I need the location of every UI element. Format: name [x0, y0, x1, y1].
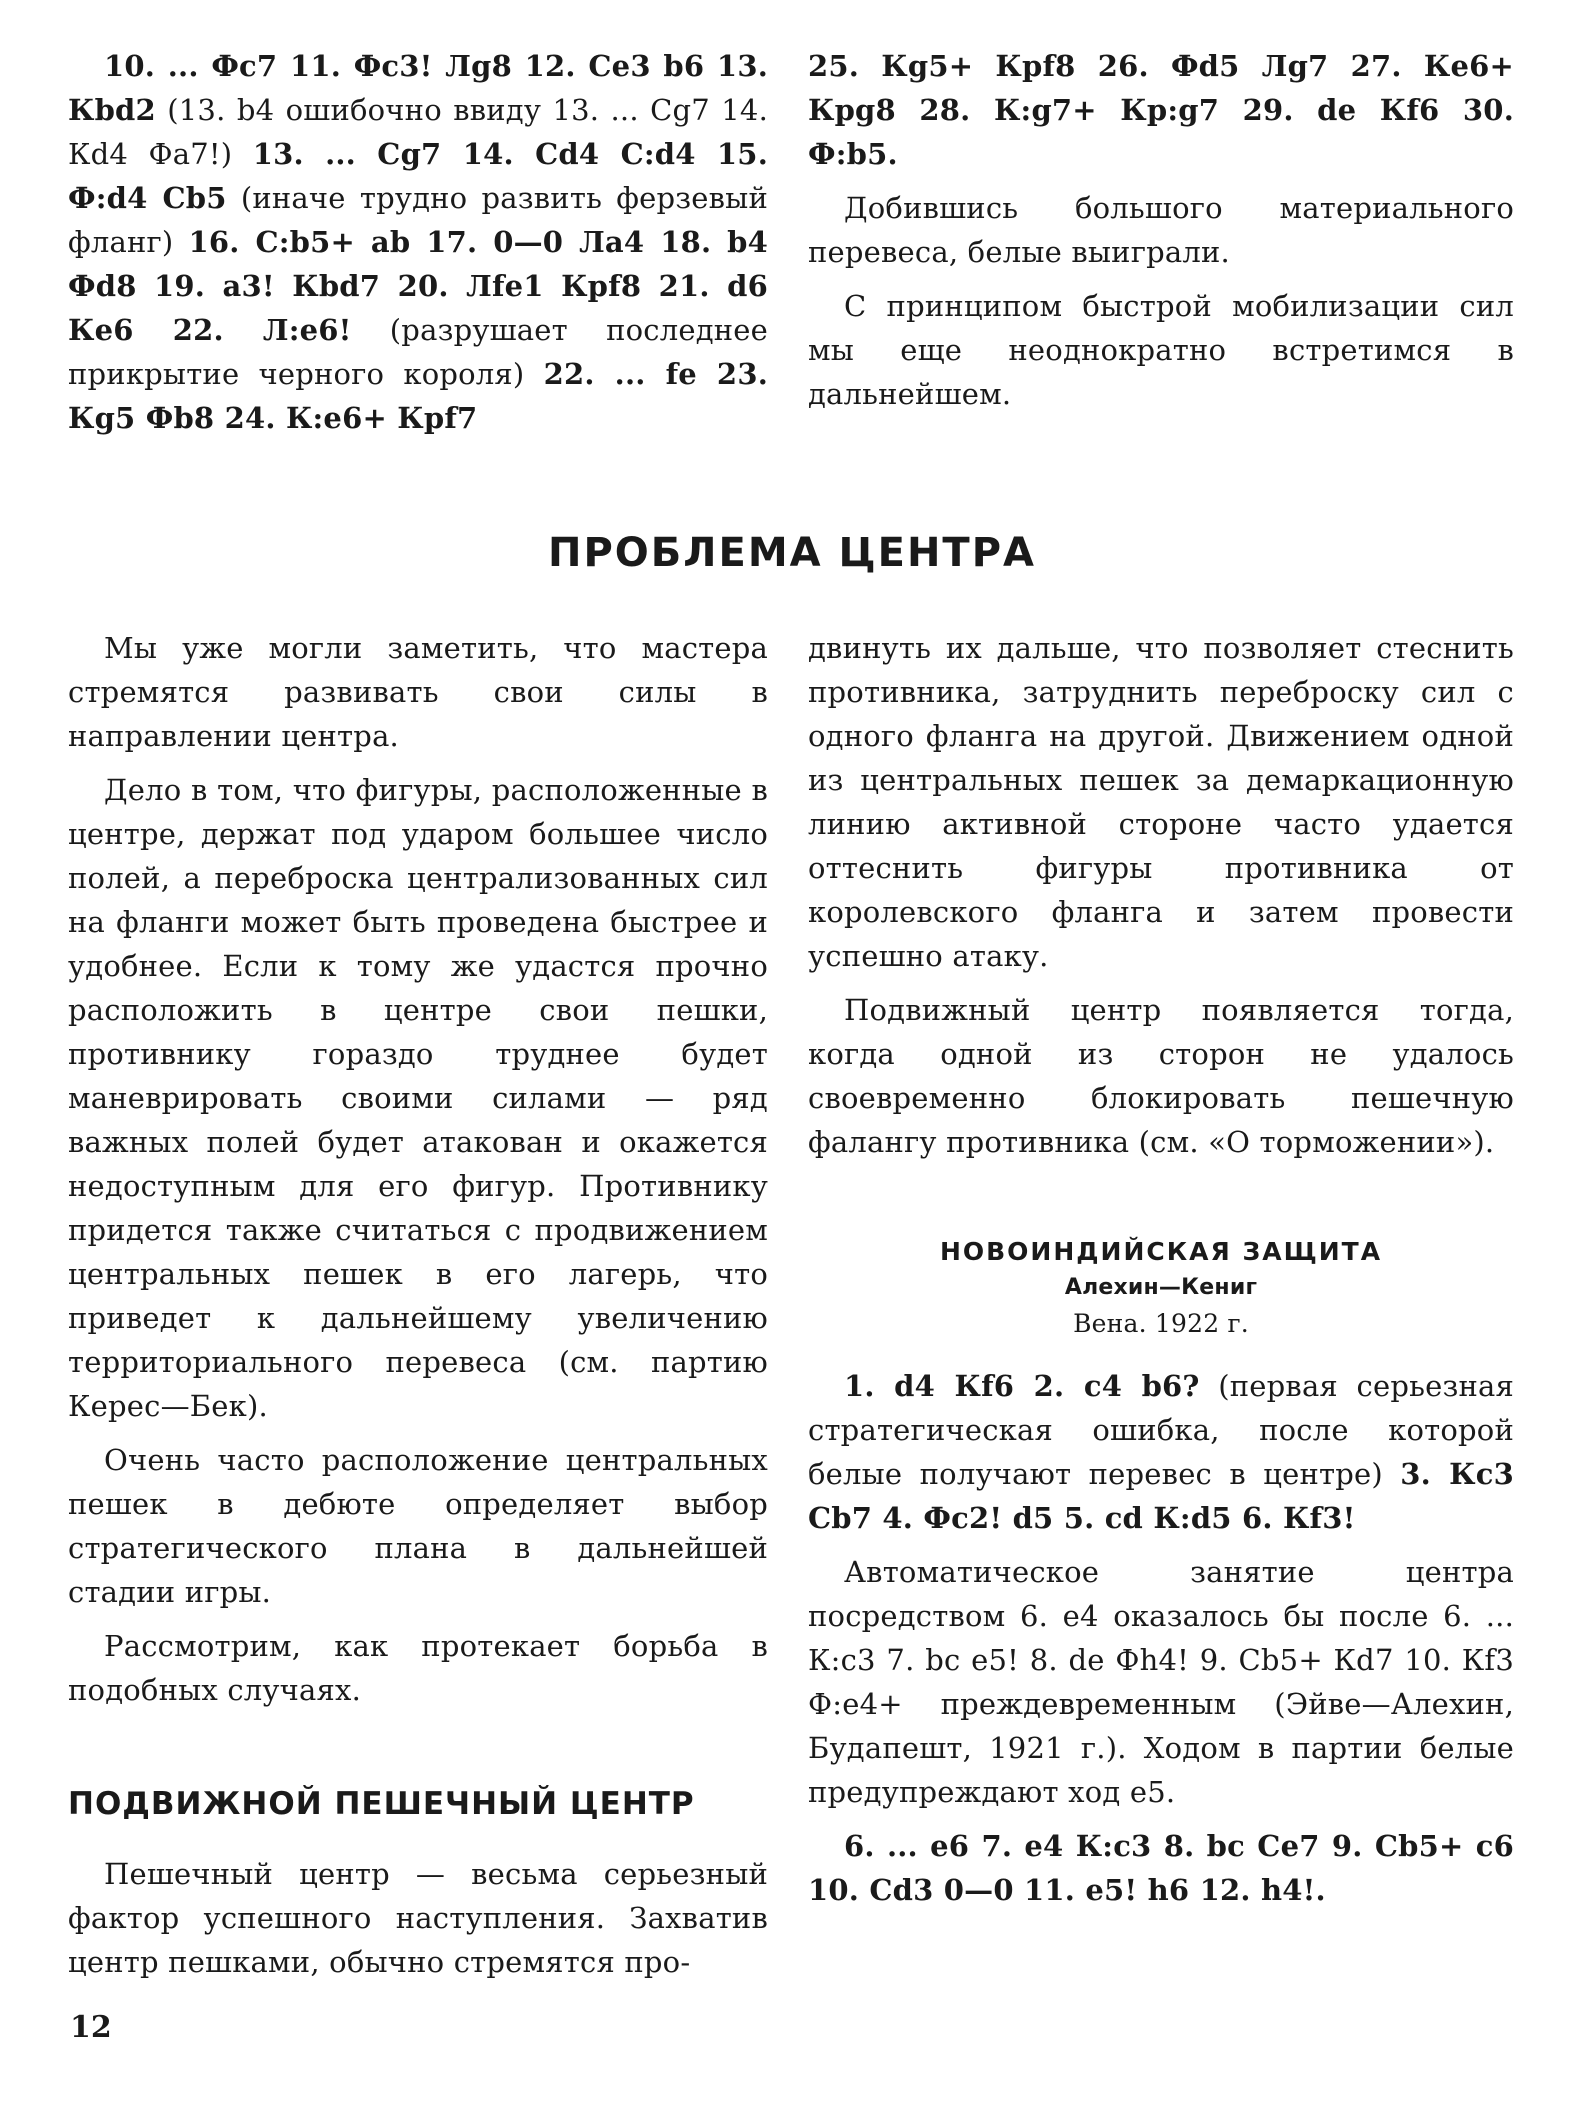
game-players: Алехин—Кениг — [1064, 1275, 1258, 1300]
comment-text: (первая серьезная стратегическая ошибка, после которой белые получают перевес в центре) — [808, 1369, 1514, 1491]
body-paragraph: Дело в том, что фигуры, расположенные в центре, держат под ударом большее число полей, а переброска централизованных сил на фланги может быть проведена быстрее и удобнее. Если к тому же удастся прочно расположить в центре свои пешки, противнику гораздо труднее будет маневрировать своими силами — ряд важных полей будет атакован и окажется недоступным для его фигур. Противнику придется также считаться с продвижением центральных пешек в его лагерь, что приведет к дальнейшему увеличению территориального перевеса (см. партию Керес—Бек). — [68, 773, 768, 1423]
page-number: 12 — [70, 2010, 112, 2045]
move-text: 3. Кс3 Сb7 4. Фс2! d5 5. сd К:d5 6. Кf3! — [808, 1457, 1514, 1535]
body-paragraph: Подвижный центр появляется тогда, когда одной из сторон не удалось своевременно блокировать пешечную фалангу противника (см. «О торможении»). — [808, 993, 1514, 1159]
right-column — [808, 626, 1514, 1922]
opening-name: НОВОИНДИЙСКАЯ ЗАЩИТА — [939, 1237, 1383, 1266]
comment-text: (разрушает последнее прикрытие черного короля) — [68, 313, 769, 391]
body-paragraph: двинуть их дальше, что позволяет стеснить противника, затруднить переброску сил с одного фланга на другой. Движением одной из центральных пешек за демаркационную линию активной стороне часто удается оттеснить фигуры противника от королевского фланга и затем провести успешно атаку. — [808, 631, 1514, 973]
game-place: Вена. 1922 г. — [1073, 1309, 1249, 1338]
move-text: 10. ... Фс7 11. Фс3! Лg8 12. Се3 b6 13. Кbd2 — [68, 49, 768, 127]
body-paragraph: Добившись большого материального перевеса, белые выиграли. — [808, 191, 1514, 269]
body-paragraph: Очень часто расположение центральных пешек в дебюте определяет выбор стратегического плана в дальнейшей стадии игры. — [68, 1443, 768, 1609]
comment-text: (13. b4 ошибочно ввиду 13. ... Сg7 14. Кd4 Фа7!) — [68, 93, 768, 171]
game-moves-paragraph — [68, 44, 768, 440]
body-paragraph: Мы уже могли заметить, что мастера стремятся развивать свои силы в направлении центра. — [68, 631, 768, 753]
section-title: ПРОБЛЕМА ЦЕНТРА — [548, 530, 1036, 576]
top-right-column — [808, 44, 1514, 426]
game-header — [808, 1234, 1514, 1342]
comment-text: (иначе трудно развить ферзевый фланг) — [68, 181, 768, 259]
body-paragraph: С принципом быстрой мобилизации сил мы еще неоднократно встретимся в дальнейшем. — [808, 289, 1514, 411]
body-paragraph: Автоматическое занятие центра посредством 6. е4 оказалось бы после 6. ... К:с3 7. bс е5! 8. dе Фh4! 9. Сb5+ Кd7 10. Кf3 Ф:е4+ преждевременным (Эйве—Алехин, Будапешт, 1921 г.). Ходом в партии белые предупреждают ход е5. — [808, 1555, 1514, 1809]
subsection-title: ПОДВИЖНОЙ ПЕШЕЧНЫЙ ЦЕНТР — [68, 1786, 695, 1822]
move-text: 1. d4 Кf6 2. с4 b6? — [844, 1369, 1200, 1403]
game-moves-paragraph — [808, 1364, 1514, 1540]
top-left-column — [68, 44, 768, 450]
body-paragraph: Рассмотрим, как протекает борьба в подобных случаях. — [68, 1629, 768, 1707]
left-column — [68, 626, 768, 1994]
move-text: 6. ... е6 7. е4 К:с3 8. bс Се7 9. Сb5+ с6 10. Сd3 0—0 11. е5! h6 12. h4!. — [808, 1829, 1514, 1907]
move-text: 16. С:b5+ аb 17. 0—0 Ла4 18. b4 Фd8 19. а3! Кbd7 20. Лfе1 Кpf8 21. d6 Ке6 22. Л:е6! — [68, 225, 769, 347]
move-text: 22. ... fе 23. Кg5 Фb8 24. К:е6+ Кpf7 — [68, 357, 768, 435]
body-paragraph: Пешечный центр — весьма серьезный фактор успешного наступления. Захватив центр пешками, обычно стремятся про- — [68, 1857, 768, 1979]
move-text: 13. ... Сg7 14. Сd4 С:d4 15. Ф:d4 Сb5 — [68, 137, 768, 215]
game-moves-paragraph — [808, 1824, 1514, 1912]
move-text: 25. Кg5+ Кpf8 26. Фd5 Лg7 27. Ке6+ Кpg8 28. К:g7+ Кр:g7 29. dе Кf6 30. Ф:b5. — [808, 49, 1514, 171]
game-moves-paragraph — [808, 44, 1514, 176]
